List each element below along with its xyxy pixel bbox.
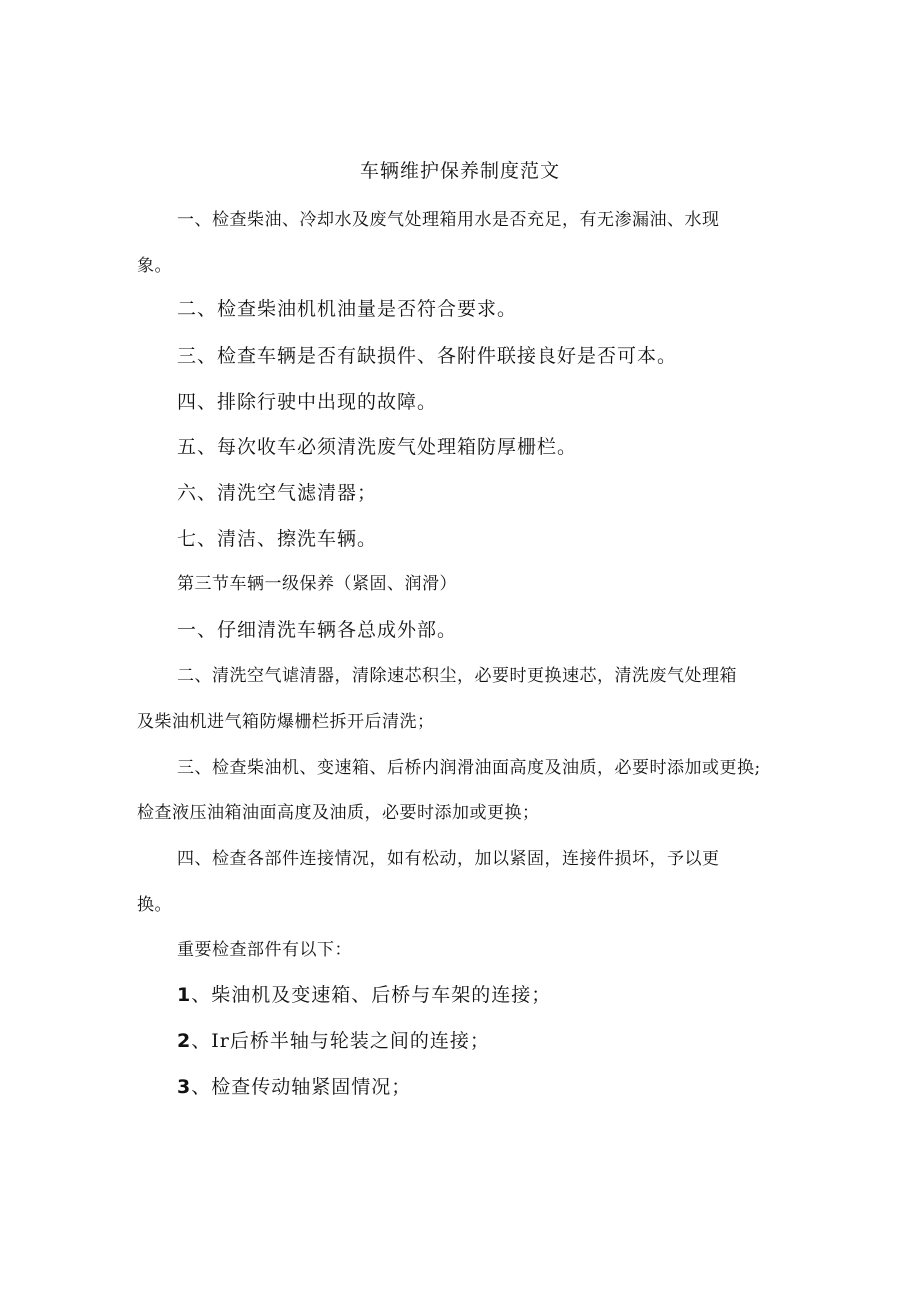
paragraph-line: 七、清洁、擦洗车辆。	[177, 528, 378, 550]
item-number: 1	[177, 984, 192, 1006]
paragraph-line: 二、清洗空气谑清器，清除速芯积尘，必要时更换速芯，清洗废气处理箱	[177, 666, 737, 686]
item-text: 、Ir后桥半轴与轮装之间的连接；	[191, 1030, 490, 1052]
paragraph-line: 六、清洗空气滤清器；	[177, 482, 378, 504]
item-number: 3	[177, 1076, 192, 1098]
item-number: 2	[177, 1030, 192, 1052]
paragraph-line: 一、仔细清洗车辆各总成外部。	[177, 619, 458, 641]
paragraph-line: 及柴油机进气箱防爆栅栏拆开后清洗；	[137, 712, 435, 732]
paragraph-line: 一、检查柴油、冷却水及废气处理箱用水是否充足，有无渗漏油、水现	[177, 210, 720, 230]
paragraph-line: 三、检查车辆是否有缺损件、各附件联接良好是否可本。	[177, 345, 678, 367]
numbered-item	[177, 986, 551, 1005]
paragraph-line: 重要检查部件有以下：	[177, 940, 352, 960]
document-title: 车辆维护保养制度范文	[359, 160, 560, 182]
paragraph-line: 四、检查各部件连接情况，如有松动，加以紧固，连接件损坏，予以更	[177, 849, 720, 869]
paragraph-line: 四、排除行驶中出现的故障。	[177, 391, 438, 413]
item-text: 、柴油机及变速箱、后桥与车架的连接；	[191, 984, 552, 1006]
paragraph-line: 象。	[137, 256, 172, 276]
paragraph-line: 五、每次收车必须清洗废气处理箱防厚栅栏。	[177, 436, 578, 458]
numbered-item	[177, 1078, 411, 1097]
paragraph-line: 二、检查柴油机机油量是否符合要求。	[177, 298, 518, 320]
numbered-item	[177, 1032, 490, 1051]
paragraph-line: 检查液压油箱油面高度及油质，必要时添加或更换；	[137, 803, 540, 823]
item-text: 、检查传动轴紧固情况；	[191, 1076, 412, 1098]
paragraph-line: 三、检查柴油机、变速箱、后桥内润滑油面高度及油质，必要时添加或更换;	[177, 758, 761, 778]
section-heading: 第三节车辆一级保养（紧固、润滑）	[177, 574, 457, 594]
paragraph-line: 换。	[137, 895, 172, 915]
